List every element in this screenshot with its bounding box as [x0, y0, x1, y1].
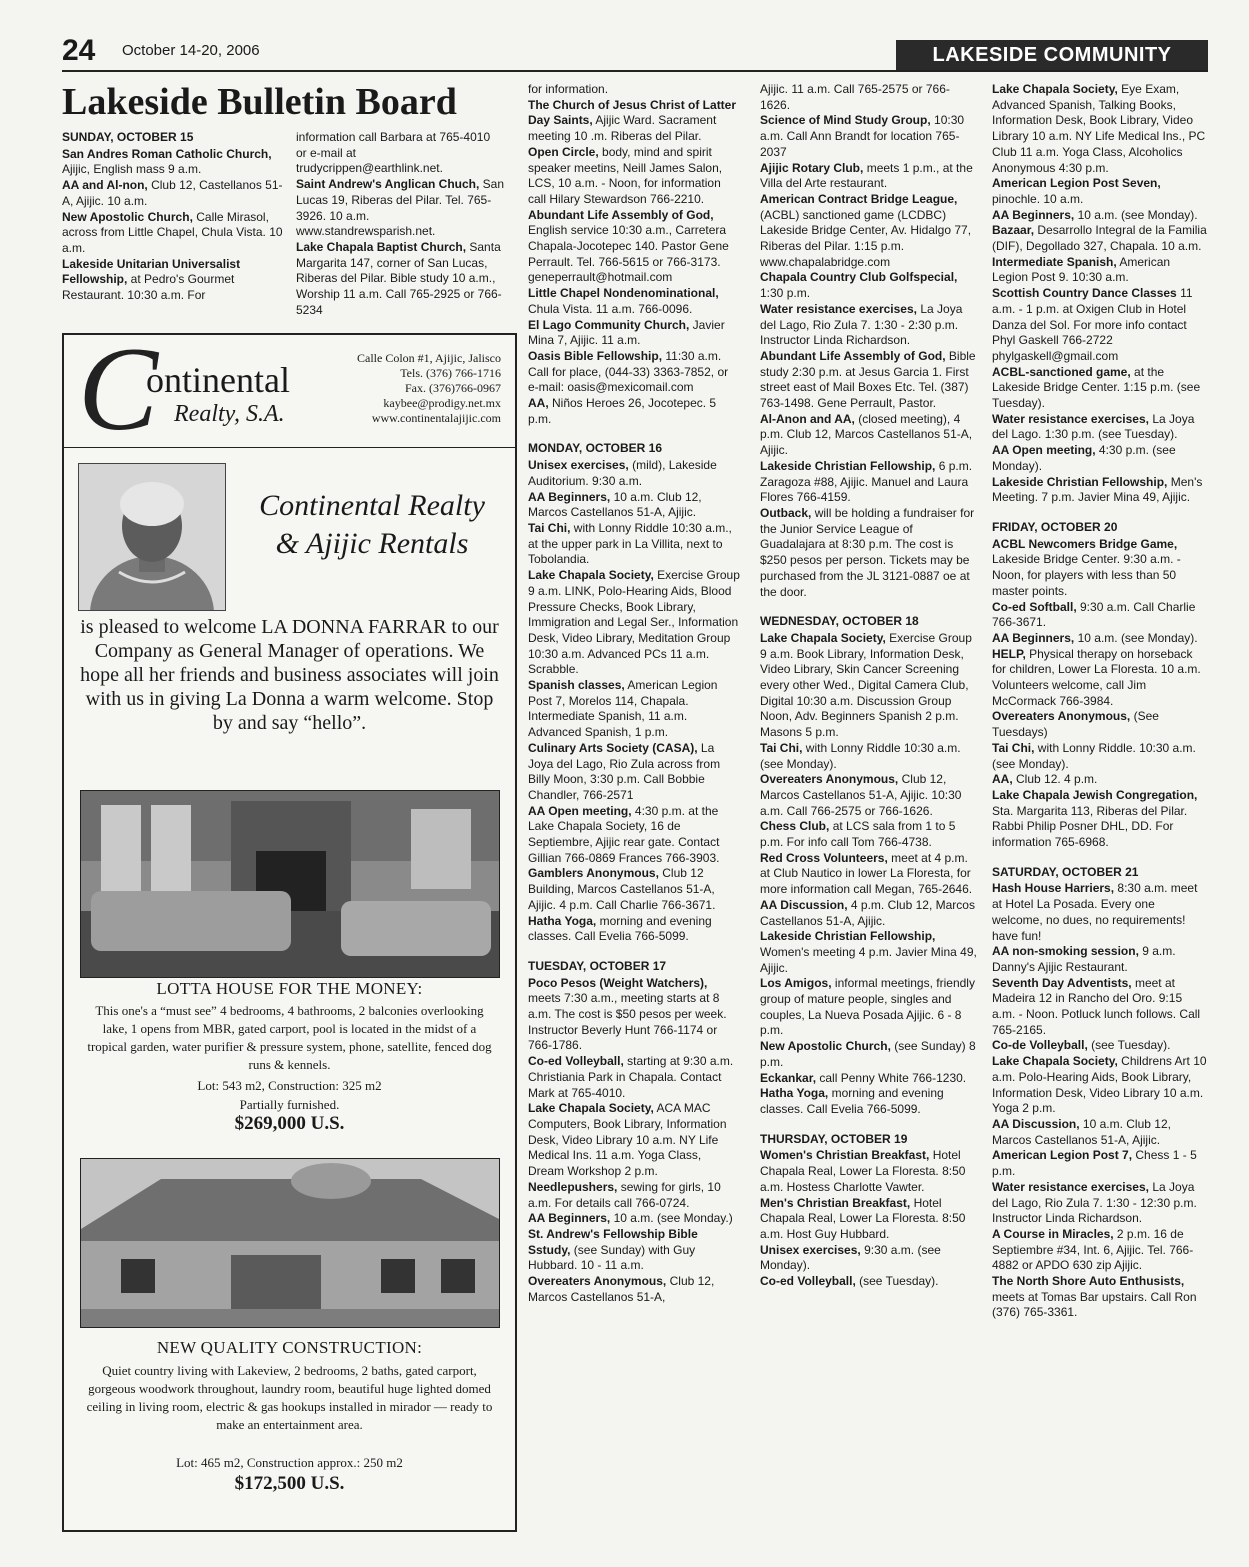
bulletin-entry [528, 490, 740, 521]
ad-website: www.continentalajijic.com [371, 411, 501, 425]
bulletin-entry [992, 412, 1207, 443]
ad-fax: Fax. (376)766-0967 [405, 381, 501, 395]
entry-name: Co-ed Volleyball, [528, 1054, 624, 1069]
entry-details: with Lonny Riddle 10:30 a.m., at the upper park in La Villita, next to Tobolandia. [528, 520, 732, 567]
entry-name: Lake Chapala Baptist Church, [296, 239, 467, 254]
bulletin-entry [992, 709, 1207, 740]
entry-details: Hotel Chapala Real, Lower La Floresta. 8:50 a.m. Hostess Charlotte Vawter. [760, 1148, 966, 1194]
bulletin-entry [760, 772, 978, 819]
entry-details: 10 a.m. Club 12, Marcos Castellanos 51-A, Ajijic. [992, 1117, 1171, 1147]
entry-details: at LCS sala from 1 to 5 p.m. For info call Tom 766-4738. [760, 819, 956, 850]
entry-name: New Apostolic Church, [62, 209, 193, 224]
entry-name: Overeaters Anonymous, [528, 1274, 667, 1289]
entry-details: Calle Mirasol, across from Little Chapel, Chula Vista. 10 a.m. [62, 209, 283, 255]
entry-name: El Lago Community Church, [528, 317, 690, 332]
entry-details: for information. [528, 82, 609, 96]
entry-name: Needlepushers, [528, 1179, 618, 1194]
entry-details: meets 7:30 a.m., meeting starts at 8 a.m. The cost is $50 pesos per week. Instructor Beverly Hunt 766-1174 or 766-1786. [528, 991, 727, 1053]
entry-details: Ajijic Ward. Sacrament meeting 10 .m. Riberas del Pilar. [528, 113, 717, 144]
bulletin-entry [992, 208, 1207, 224]
entry-details: at Pedro's Gourmet Restaurant. 10:30 a.m. For [62, 272, 235, 303]
entry-details: with Lonny Riddle 10:30 a.m. (see Monday). [760, 740, 961, 771]
entry-name: Hatha Yoga, [528, 913, 597, 928]
entry-details: (ACBL) sanctioned game (LCDBC) Lakeside Bridge Center, Av. Hidalgo 77, Riberas del Pilar. 1:15 p.m. www.chapalabridge.com [760, 207, 972, 269]
bulletin-entry [992, 881, 1207, 944]
entry-details: will be holding a fundraiser for the Junior Service League of Guadalajara at 8:30 p.m. The cost is $250 pesos per person. Tickets may be purchased from the JL 3121-0887 oe at the door. [760, 505, 975, 599]
entry-details: Women's meeting 4 p.m. Javier Mina 49, Ajijic. [760, 944, 977, 975]
day-heading: WEDNESDAY, OCTOBER 18 [760, 614, 919, 629]
entry-details: Chula Vista. 11 a.m. 766-0096. [528, 301, 693, 316]
bulletin-entry [760, 113, 978, 160]
entry-name: Overeaters Anonymous, [992, 709, 1131, 724]
entry-details: 2 p.m. 16 de Septiembre #34, Int. 6, Ajijic. Tel. 766-4882 or APDO 630 zip Ajijic. [992, 1226, 1194, 1273]
bulletin-entry [528, 1274, 740, 1305]
entry-details: 4 p.m. Club 12, Marcos Castellanos 51-A, Ajijic. [760, 897, 975, 928]
entry-name: Culinary Arts Society (CASA), [528, 740, 698, 755]
bulletin-entry [528, 318, 740, 349]
bulletin-entry [528, 1211, 740, 1227]
entry-name: San Andres Roman Catholic Church, [62, 146, 272, 161]
entry-details: Club 12. 4 p.m. [1012, 772, 1098, 787]
entry-name: A Course in Miracles, [992, 1226, 1114, 1241]
entry-name: Women's Christian Breakfast, [760, 1148, 930, 1163]
entry-name: AA Beginners, [528, 1211, 611, 1226]
listing-1-specs: Lot: 543 m2, Construction: 325 m2 [197, 1078, 382, 1093]
entry-details: ACA MAC Computers, Book Library, Information Desk, Video Library 10 a.m. NY Life Medical Ins. 11 a.m. Yoga Class, Dream Workshop 2 p.m. [528, 1101, 727, 1179]
entry-name: Co-ed Softball, [992, 599, 1077, 614]
ad-phone: Tels. (376) 766-1716 [400, 366, 501, 380]
entry-name: Tai Chi, [760, 740, 803, 755]
entry-details: Physical therapy on horseback for children, Lower La Floresta. 10 a.m. Volunteers welcome, call Jim McCormack 766-3984. [992, 646, 1201, 708]
listing-1-description: This one's a “must see” 4 bedrooms, 4 bathrooms, 2 balconies overlooking lake, 1 opens from MBR, gated carport, pool is located in the midst of a tropical garden, water purifier & pressure system, phone, satellite, fenced dog runs & kennels. [87, 1003, 492, 1072]
entry-name: AA Beginners, [992, 630, 1075, 645]
entry-name: Unisex exercises, [760, 1242, 861, 1257]
bulletin-entry [760, 819, 978, 850]
entry-name: Tai Chi, [528, 520, 571, 535]
bulletin-entry [760, 929, 978, 976]
entry-details: Chess 1 - 5 p.m. [992, 1148, 1197, 1179]
entry-details: 9:30 a.m. Call Charlie 766-3671. [992, 599, 1196, 630]
listing-2-description: Quiet country living with Lakeview, 2 bedrooms, 2 baths, gated carport, gorgeous woodwork throughout, laundry room, beautiful huge lighted domed ceiling in living room, electric & gas hookups installed in mirador — ready to make an entertainment area. [86, 1363, 493, 1432]
bulletin-entry [992, 976, 1207, 1039]
listing-1-note: Partially furnished. [239, 1097, 340, 1112]
entry-details: (mild), Lakeside Auditorium. 9:30 a.m. [528, 458, 717, 488]
entry-name: Seventh Day Adventists, [992, 975, 1132, 990]
bulletin-entry [760, 631, 978, 741]
bulletin-entry [992, 365, 1207, 412]
entry-name: Little Chapel Nondenominational, [528, 286, 719, 301]
entry-details: Club 12, Marcos Castellanos 51-A, Ajijic. 10:30 a.m. Call 766-2575 or 766-1626. [760, 772, 962, 818]
entry-details: 9 a.m. Danny's Ajijic Restaurant. [992, 944, 1176, 974]
logo-initial: C [78, 322, 159, 455]
header-rule [62, 70, 1208, 72]
ad-address-line: Calle Colon #1, Ajijic, Jalisco [357, 351, 501, 365]
entry-details: call Penny White 766-1230. [816, 1070, 967, 1085]
bulletin-entry [296, 177, 504, 240]
bulletin-entry [992, 1274, 1207, 1321]
entry-details: (See Tuesdays) [992, 709, 1159, 740]
bulletin-entry [760, 741, 978, 772]
entry-name: Men's Christian Breakfast, [760, 1195, 911, 1210]
entry-details: at the Lakeside Bridge Center. 1:15 p.m. (see Tuesday). [992, 364, 1201, 411]
entry-name: Chapala Country Club Golfspecial, [760, 270, 958, 285]
entry-name: Eckankar, [760, 1070, 817, 1085]
entry-details: (see Sunday) 8 p.m. [760, 1039, 976, 1069]
entry-details: 11:30 a.m. Call for place, (044-33) 3363-7852, or e-mail: oasis@mexicomail.com [528, 348, 729, 395]
entry-details: 10 a.m. (see Monday.) [610, 1211, 733, 1226]
bulletin-entry [992, 443, 1207, 474]
entry-name: AA Discussion, [992, 1117, 1080, 1131]
entry-name: Water resistance exercises, [992, 411, 1149, 426]
entry-details: 10 a.m. (see Monday). [1074, 630, 1198, 645]
entry-details: Lakeside Bridge Center. 9:30 a.m. - Noon, for players with less than 50 master points. [992, 552, 1181, 598]
entry-name: Lake Chapala Society, [528, 1101, 654, 1116]
bulletin-entry [992, 1180, 1207, 1227]
bulletin-entry [528, 866, 740, 913]
bulletin-entry [760, 349, 978, 412]
rentals-line-1: Continental Realty [259, 489, 485, 522]
entry-details: 6 p.m. Zaragoza #88, Ajijic. Manuel and Laura Flores 766-4159. [760, 458, 973, 505]
entry-details: sewing for girls, 10 a.m. For details call 766-0724. [528, 1179, 721, 1210]
bulletin-entry [760, 976, 978, 1039]
bulletin-entry [528, 458, 740, 489]
bulletin-entry [992, 223, 1207, 254]
bulletin-entry [760, 1196, 978, 1243]
bulletin-entry [992, 741, 1207, 772]
bulletin-entry [760, 1071, 978, 1087]
entry-details: Ajijic, English mass 9 a.m. [62, 162, 202, 177]
entry-name: Saint Andrew's Anglican Chuch, [296, 177, 480, 192]
entry-name: Water resistance exercises, [992, 1179, 1149, 1194]
day-heading: SATURDAY, OCTOBER 21 [992, 864, 1139, 879]
entry-details: Eye Exam, Advanced Spanish, Talking Books, Information Desk, Book Library, Video Library 10 a.m. NY Life Medical Ins., PC Club 11 a.m. Yoga Class, Alcoholics Anonymous 4:30 p.m. [992, 82, 1206, 175]
entry-name: Co-ed Volleyball, [760, 1274, 856, 1289]
entry-name: AA, [992, 772, 1013, 787]
entry-name: AA Open meeting, [992, 443, 1096, 458]
entry-name: AA Discussion, [760, 897, 848, 912]
entry-name: American Contract Bridge League, [760, 191, 958, 206]
entry-name: Al-Anon and AA, [760, 411, 855, 426]
entry-name: Hash House Harriers, [992, 881, 1115, 896]
entry-details: morning and evening classes. Call Evelia 766-5099. [760, 1086, 944, 1116]
bulletin-entry [992, 1117, 1207, 1148]
entry-name: AA Open meeting, [528, 803, 632, 818]
entry-name: Lakeside Christian Fellowship, [760, 458, 936, 473]
entry-details: meet at 4 p.m. at Club Nautico in lower La Floresta, for more information call Megan, 765-2646. [760, 850, 973, 897]
listing-1-price: $269,000 U.S. [234, 1113, 345, 1134]
entry-details: La Joya del Lago, Rio Zula 7. 1:30 - 12:30 p.m. Instructor Linda Richardson. [992, 1179, 1197, 1226]
entry-name: Poco Pesos (Weight Watchers), [528, 975, 708, 990]
entry-details: Exercise Group 9 a.m. Book Library, Information Desk, Video Library, Skin Cancer Screening every other Wed., Digital Camera Club, Digital 10:30 a.m. Discussion Group Noon, Adv. Beginners Spanish 2 p.m. Masons 5 p.m. [760, 630, 972, 740]
day-heading: FRIDAY, OCTOBER 20 [992, 519, 1118, 534]
bulletin-entry [760, 1274, 978, 1290]
entry-name: Bazaar, [992, 223, 1035, 238]
entry-details: 10:30 a.m. Call Ann Brandt for location 765-2037 [760, 113, 965, 159]
welcome-message: is pleased to welcome LA DONNA FARRAR to our Company as General Manager of operations. We hope all her friends and business associates will join with us in giving La Donna a warm welcome. Stop by and say “hello”. [80, 616, 499, 734]
entry-name: Ajijic Rotary Club, [760, 160, 864, 175]
bulletin-entry [528, 82, 740, 98]
bulletin-entry [528, 396, 740, 427]
entry-details: 1:30 p.m. [760, 286, 811, 301]
entry-name: HELP, [992, 646, 1026, 661]
entry-details: Bible study 2:30 p.m. at Jesus Garcia 1. First street east of Mail Boxes Etc. Tel. (387) 763-1498. Gene Perrault, Pastor. [760, 348, 976, 411]
entry-details: American Legion Post 7, Morelos 114, Chapala. Intermediate Spanish, 11 a.m. Advanced Spanish, 1 p.m. [528, 678, 718, 740]
entry-name: AA, [528, 396, 549, 411]
entry-details: 11 a.m. - 1 p.m. at Oxigen Club in Hotel Danza del Sol. For more info contact Phyl Gaskell 766-2722 phylgaskell@gmail.com [992, 286, 1193, 363]
bulletin-entry [528, 741, 740, 804]
bulletin-entry [760, 82, 978, 113]
entry-name: AA and Al-non, [62, 178, 148, 193]
entry-details: Childrens Art 10 a.m. Polo-Hearing Aids, Book Library, Information Desk, Video Library 10 a.m. Yoga 2 p.m. [992, 1054, 1207, 1116]
bulletin-entry [760, 302, 978, 349]
day-heading: MONDAY, OCTOBER 16 [528, 441, 663, 456]
entry-name: AA Beginners, [992, 207, 1075, 222]
entry-name: Lake Chapala Society, [992, 1054, 1118, 1069]
page-title: Lakeside Bulletin Board [62, 81, 457, 123]
entry-details: morning and evening classes. Call Evelia 766-5099. [528, 913, 712, 944]
entry-name: ACBL Newcomers Bridge Game, [992, 536, 1178, 551]
entry-name: Science of Mind Study Group, [760, 113, 931, 128]
bulletin-entry [992, 631, 1207, 647]
entry-details: (see Tuesday). [855, 1274, 939, 1289]
entry-details: information call Barbara at 765-4010 or e-mail at trudycrippen@earthlink.net. [296, 130, 491, 176]
column-2 [528, 82, 740, 1542]
entry-name: Water resistance exercises, [760, 301, 917, 316]
bulletin-entry [992, 1054, 1207, 1117]
entry-details: meets at Tomas Bar upstairs. Call Ron (376) 765-3361. [992, 1289, 1197, 1320]
entry-details: La Joya del Lago, Rio Zula 7. 1:30 - 2:30 p.m. Instructor Linda Richardson. [760, 301, 963, 348]
entry-name: American Legion Post Seven, [992, 176, 1161, 191]
entry-name: New Apostolic Church, [760, 1039, 891, 1054]
bulletin-entry [992, 1038, 1207, 1054]
issue-date: October 14-20, 2006 [122, 42, 260, 59]
entry-details: Niños Heroes 26, Jocotepec. 5 p.m. [528, 396, 717, 426]
entry-name: Scottish Country Dance Classes [992, 286, 1177, 301]
bulletin-entry [528, 1227, 740, 1274]
bulletin-entry [760, 192, 978, 271]
entry-name: Los Amigos, [760, 976, 832, 991]
bulletin-entry [528, 349, 740, 396]
bulletin-entry [760, 459, 978, 506]
listing-2-specs: Lot: 465 m2, Construction approx.: 250 m2 [176, 1455, 403, 1470]
entry-details: Men's Meeting. 7 p.m. Javier Mina 49, Ajijic. [992, 474, 1203, 505]
bulletin-entry [992, 255, 1207, 286]
entry-name: Lake Chapala Society, [528, 568, 654, 583]
entry-name: Lakeside Unitarian Universalist Fellowship, [62, 256, 241, 287]
entry-details: with Lonny Riddle. 10:30 a.m. (see Monday). [992, 740, 1196, 771]
portrait-photo [78, 463, 226, 611]
bulletin-entry [528, 976, 740, 1055]
bulletin-entry [760, 161, 978, 192]
section-banner: LAKESIDE COMMUNITY [896, 40, 1208, 70]
entry-details: (see Sunday) with Guy Hubbard. 10 - 11 a.m. [528, 1242, 696, 1273]
entry-details: Sta. Margarita 113, Riberas del Pilar. Rabbi Philip Posner DHL, DD. For information 765-6968. [992, 803, 1188, 850]
bulletin-entry [528, 678, 740, 741]
listing-2-title: NEW QUALITY CONSTRUCTION: [156, 1338, 423, 1357]
entry-details: 4:30 p.m. at the Lake Chapala Society, 16 de Septiembre, Ajijic rear gate. Contact Gillian 766-0869 Frances 766-3903. [528, 803, 720, 865]
bulletin-entry [760, 270, 978, 301]
bulletin-entry [992, 537, 1207, 600]
bulletin-entry [992, 286, 1207, 365]
day-heading: THURSDAY, OCTOBER 19 [760, 1131, 908, 1146]
entry-details: Hotel Chapala Real, Lower La Floresta. 8:50 a.m. Host Guy Hubbard. [760, 1195, 966, 1241]
bulletin-entry [760, 506, 978, 600]
entry-details: Desarrollo Integral de la Familia (DIF), Degollado 327, Chapala. 10 a.m. [992, 223, 1207, 254]
bulletin-entry [528, 804, 740, 867]
bulletin-entry [296, 240, 504, 319]
bulletin-entry [992, 647, 1207, 710]
bulletin-entry [528, 1180, 740, 1211]
entry-details: Javier Mina 7, Ajijic. 11 a.m. [528, 317, 725, 348]
bulletin-entry [62, 147, 287, 178]
rentals-heading [242, 487, 502, 563]
entry-name: The North Shore Auto Enthusists, [992, 1274, 1185, 1289]
entry-name: Overeaters Anonymous, [760, 772, 899, 787]
bulletin-entry [760, 1243, 978, 1274]
entry-details: 8:30 a.m. meet at Hotel La Posada. Every one welcome, no dues, no requirements! have fun! [992, 881, 1198, 943]
entry-details: starting at 9:30 a.m. Christiania Park in Chapala. Contact Mark at 765-4010. [528, 1054, 734, 1100]
listing-1-title: LOTTA HOUSE FOR THE MONEY: [156, 979, 423, 998]
entry-details: American Legion Post 9. 10:30 a.m. [992, 254, 1171, 285]
entry-name: Spanish classes, [528, 678, 625, 693]
bulletin-entry [528, 521, 740, 568]
entry-name: Lake Chapala Jewish Congregation, [992, 787, 1198, 802]
bulletin-entry [760, 1039, 978, 1070]
entry-details: San Lucas 19, Riberas del Pilar. Tel. 765-3926. 10 a.m. www.standrewsparish.net. [296, 177, 504, 239]
entry-details: body, mind and spirit speaker meetins, Neill James Salon, LCS, 10 a.m. - Noon, for information call Hilary Stewardson 766-2210. [528, 144, 723, 206]
bulletin-entry [528, 914, 740, 945]
entry-name: Abundant Life Assembly of God, [760, 348, 946, 363]
entry-details: English service 10:30 a.m., Carretera Chapala-Jocotepec 140. Pastor Gene Perrault. Tel. 766-5615 or 766-3173. geneperrault@hotmail.com [528, 223, 729, 285]
bulletin-entry [760, 1086, 978, 1117]
realty-advertisement [62, 322, 517, 1532]
entry-details: 10 a.m. Club 12, Marcos Castellanos 51-A, Ajijic. [528, 489, 702, 520]
bulletin-entry [992, 1227, 1207, 1274]
entry-name: The Church of Jesus Christ of Latter Day Saints, [528, 97, 737, 128]
house-interior-photo [80, 790, 500, 978]
bulletin-entry [528, 568, 740, 678]
day-heading: TUESDAY, OCTOBER 17 [528, 958, 667, 973]
day-heading: SUNDAY, OCTOBER 15 [62, 130, 194, 144]
entry-name: American Legion Post 7, [992, 1148, 1133, 1163]
column-1-left [62, 130, 287, 330]
logo-word-1: ontinental [146, 360, 290, 400]
bulletin-entry [528, 98, 740, 145]
bulletin-entry [992, 788, 1207, 851]
column-1-right [296, 130, 504, 330]
rentals-line-2: & Ajijic Rentals [275, 527, 469, 560]
entry-name: Lakeside Christian Fellowship, [760, 929, 936, 944]
entry-name: Unisex exercises, [528, 458, 629, 473]
entry-details: meets 1 p.m., at the Villa del Arte restaurant. [760, 160, 973, 191]
bulletin-entry [528, 1054, 740, 1101]
bulletin-entry [296, 130, 504, 177]
entry-details: Club 12, Marcos Castellanos 51-A, [528, 1274, 715, 1304]
entry-details: 4:30 p.m. (see Monday). [992, 443, 1176, 473]
entry-details: Club 12, Castellanos 51-A, Ajijic. 10 a.m. [62, 178, 283, 208]
bulletin-entry [62, 178, 287, 209]
entry-details: meet at Madeira 12 in Rancho del Oro. 9:15 a.m. - Noon. Potluck lunch follows. Call 765-2165. [992, 975, 1201, 1037]
entry-details: La Joya del Lago. 1:30 p.m. (see Tuesday). [992, 411, 1195, 442]
bulletin-entry [992, 1148, 1207, 1179]
entry-name: Lake Chapala Society, [760, 630, 886, 645]
bulletin-entry [992, 176, 1207, 207]
entry-name: Abundant Life Assembly of God, [528, 207, 714, 222]
entry-name: Chess Club, [760, 819, 830, 834]
entry-name: AA Beginners, [528, 489, 611, 504]
bulletin-entry [760, 412, 978, 459]
entry-details: Santa Margarita 147, corner of San Lucas, Riberas del Pilar. Bible study 10 a.m., Worship 11 a.m. Call 765-2925 or 766-5234 [296, 239, 502, 317]
entry-name: Lakeside Christian Fellowship, [992, 474, 1168, 489]
ad-contact-block [357, 351, 501, 426]
entry-details: 10 a.m. (see Monday). [1074, 207, 1198, 222]
listing-2-price: $172,500 U.S. [234, 1473, 345, 1494]
entry-details: informal meetings, friendly group of mature people, singles and couples, La Nueva Posada Ajijic. 6 - 8 p.m. [760, 976, 975, 1038]
entry-name: Red Cross Volunteers, [760, 850, 888, 865]
bulletin-entry [760, 1148, 978, 1195]
entry-name: Lake Chapala Society, [992, 82, 1118, 96]
bulletin-entry [760, 898, 978, 929]
bulletin-entry [528, 208, 740, 287]
entry-name: Intermediate Spanish, [992, 254, 1117, 269]
bulletin-entry [992, 600, 1207, 631]
entry-name: Co-de Volleyball, [992, 1038, 1088, 1053]
entry-name: Gamblers Anonymous, [528, 866, 659, 881]
entry-name: AA non-smoking session, [992, 944, 1139, 959]
logo-word-2: Realty, S.A. [174, 401, 285, 427]
entry-details: 9:30 a.m. (see Monday). [760, 1242, 941, 1273]
bulletin-entry [528, 286, 740, 317]
bulletin-entry [760, 851, 978, 898]
bulletin-entry [62, 257, 287, 304]
entry-name: Oasis Bible Fellowship, [528, 348, 663, 363]
entry-details: La Joya del Lago, Rio Zula across from Billy Moon, 3:30 p.m. Call Bobbie Chandler, 766-2571 [528, 740, 721, 802]
column-3 [760, 82, 978, 1542]
ad-letterhead [64, 322, 515, 455]
entry-name: Tai Chi, [992, 740, 1035, 755]
bulletin-entry [992, 82, 1207, 176]
bulletin-entry [992, 475, 1207, 506]
entry-name: Hatha Yoga, [760, 1086, 829, 1101]
house-exterior-photo [80, 1158, 500, 1328]
entry-details: Club 12 Building, Marcos Castellanos 51-A, Ajijic. 4 p.m. Call Charlie 766-3671. [528, 866, 716, 912]
bulletin-entry [992, 772, 1207, 788]
entry-details: Exercise Group 9 a.m. LINK, Polo-Hearing Aids, Blood Pressure Checks, Book Library, Immigration and Legal Ser., Information Desk, Video Library, Meditation Group 10:30 a.m. Advanced PCs 11 a.m. Scrabble. [528, 568, 740, 677]
entry-details: (see Tuesday). [1087, 1038, 1171, 1053]
column-4 [992, 82, 1207, 1542]
entry-details: (closed meeting), 4 p.m. Club 12, Marcos Castellanos 51-A, Ajijic. [760, 411, 973, 458]
entry-details: Ajijic. 11 a.m. Call 765-2575 or 766-1626. [760, 82, 950, 112]
page-number: 24 [62, 34, 96, 67]
entry-name: ACBL-sanctioned game, [992, 364, 1131, 379]
entry-details: pinochle. 10 a.m. [992, 191, 1084, 206]
bulletin-entry [528, 145, 740, 208]
bulletin-entry [62, 210, 287, 257]
entry-name: St. Andrew's Fellowship Bible Sstudy, [528, 1226, 698, 1257]
entry-name: Outback, [760, 505, 812, 520]
bulletin-entry [528, 1101, 740, 1180]
bulletin-entry [992, 944, 1207, 975]
ad-email: kaybee@prodigy.net.mx [383, 396, 501, 410]
entry-name: Open Circle, [528, 144, 599, 159]
